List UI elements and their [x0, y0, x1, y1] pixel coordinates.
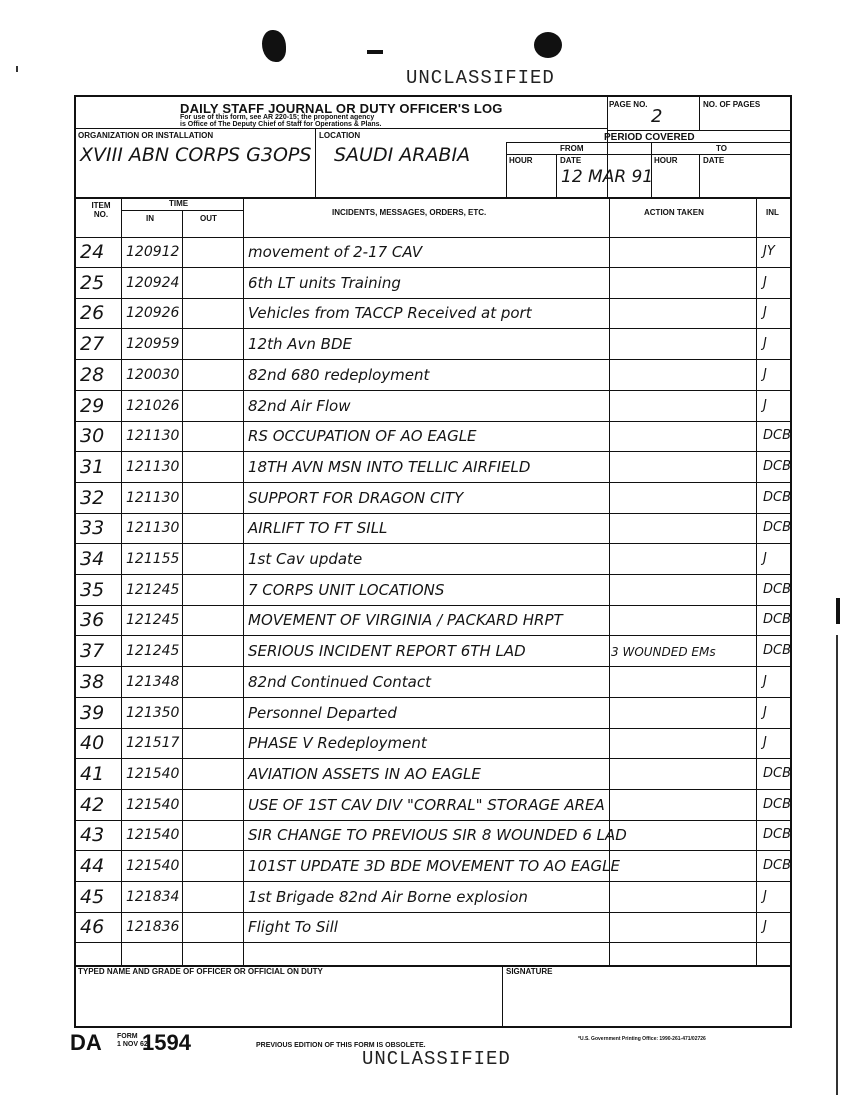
- item-number: 38: [80, 670, 105, 693]
- initials: DCB: [763, 428, 792, 444]
- table-row: [76, 605, 790, 635]
- table-row: [76, 820, 790, 850]
- printing-office-note: *U.S. Government Printing Office: 1990-261-471/02726: [578, 1036, 706, 1042]
- incident-message: AIRLIFT TO FT SILL: [248, 519, 388, 538]
- incident-message: 82nd Air Flow: [248, 396, 351, 415]
- initials: DCB: [763, 765, 792, 781]
- incident-message: RS OCCUPATION OF AO EAGLE: [248, 427, 477, 446]
- form-subtitle-line-1: For use of this form, see AR 220-15; the proponent agency: [180, 114, 375, 121]
- item-number: 46: [80, 916, 105, 939]
- incident-message: movement of 2-17 CAV: [248, 243, 423, 261]
- time-in: 121155: [126, 551, 180, 567]
- table-row: [76, 790, 790, 820]
- time-in: 121130: [126, 458, 180, 475]
- initials: DCB: [763, 643, 792, 659]
- table-row: [76, 237, 790, 267]
- time-in: 121517: [126, 735, 180, 752]
- to-hour-label: HOUR: [654, 156, 678, 165]
- time-in: 120924: [126, 274, 180, 291]
- form-word: FORM: [117, 1033, 138, 1040]
- to-date-label: DATE: [703, 156, 725, 165]
- item-number: 30: [80, 425, 105, 448]
- time-in: 121130: [126, 520, 180, 537]
- item-number: 28: [80, 363, 105, 386]
- table-row: [76, 421, 790, 451]
- organization-value: XVIII ABN CORPS G3OPS: [80, 144, 312, 166]
- incident-message: 82nd Continued Contact: [248, 672, 431, 691]
- item-number: 33: [80, 517, 105, 540]
- item-number: 39: [80, 701, 105, 724]
- table-row: [76, 667, 790, 697]
- initials: DCB: [763, 858, 792, 873]
- scan-edge-mark: [836, 598, 840, 624]
- time-in: 121540: [126, 796, 180, 813]
- item-number: 35: [80, 578, 105, 601]
- table-row: [76, 268, 790, 298]
- col-action-header: ACTION TAKEN: [644, 208, 704, 217]
- item-number: 43: [80, 824, 105, 847]
- table-row: [76, 483, 790, 513]
- item-number: 25: [80, 271, 105, 294]
- incident-message: 12th Avn BDE: [248, 335, 352, 354]
- signature-label: SIGNATURE: [506, 967, 553, 976]
- item-number: 26: [80, 302, 105, 325]
- time-in: 121245: [126, 581, 180, 598]
- time-in: 121348: [126, 673, 180, 690]
- initials: J: [763, 305, 767, 321]
- scan-blot-right: [534, 32, 562, 58]
- incident-message: SERIOUS INCIDENT REPORT 6TH LAD: [248, 642, 526, 661]
- time-in: 121245: [126, 612, 180, 629]
- item-number: 45: [80, 885, 105, 908]
- from-label: FROM: [560, 144, 584, 153]
- incident-message: 6th LT units Training: [248, 273, 401, 292]
- incident-message: Personnel Departed: [248, 703, 397, 722]
- initials: JY: [763, 244, 775, 259]
- incident-message: SIR CHANGE TO PREVIOUS SIR 8 WOUNDED 6 LAD: [248, 826, 627, 845]
- form-subtitle: [180, 114, 381, 128]
- form-subtitle-line-2: is Office of The Deputy Chief of Staff for Operations & Plans.: [180, 121, 382, 128]
- table-row: [76, 851, 790, 881]
- form-prefix: DA: [70, 1030, 102, 1055]
- initials: DCB: [763, 612, 792, 628]
- table-row: [76, 544, 790, 574]
- scan-blot-dash: [367, 50, 383, 54]
- initials: J: [763, 551, 767, 566]
- table-row: [76, 912, 790, 942]
- time-in: 121540: [126, 858, 180, 874]
- col-item-header: ITEM NO.: [91, 201, 111, 219]
- previous-edition-note: PREVIOUS EDITION OF THIS FORM IS OBSOLETE.: [256, 1042, 426, 1049]
- incident-message: USE OF 1ST CAV DIV "CORRAL" STORAGE AREA: [248, 795, 605, 814]
- form-title: DAILY STAFF JOURNAL OR DUTY OFFICER'S LOG: [180, 101, 503, 116]
- initials: J: [763, 397, 767, 413]
- table-row: [76, 329, 790, 359]
- item-number: 44: [80, 855, 105, 877]
- incident-message: 1st Cav update: [248, 550, 363, 568]
- initials: J: [763, 888, 767, 904]
- location-label: LOCATION: [319, 131, 361, 140]
- incident-message: 18TH AVN MSN INTO TELLIC AIRFIELD: [248, 457, 531, 476]
- initials: DCB: [763, 458, 792, 474]
- col-incidents-header: INCIDENTS, MESSAGES, ORDERS, ETC.: [332, 208, 487, 217]
- table-row: [76, 391, 790, 421]
- initials: J: [763, 673, 767, 689]
- time-in: 121245: [126, 643, 180, 660]
- item-number: 29: [80, 394, 105, 417]
- time-in: 121026: [126, 397, 180, 414]
- initials: DCB: [763, 796, 792, 812]
- initials: DCB: [763, 520, 792, 536]
- table-row: [76, 759, 790, 789]
- initials: J: [763, 274, 767, 290]
- incident-message: Vehicles from TACCP Received at port: [248, 304, 532, 323]
- table-row: [76, 698, 790, 728]
- table-row: [76, 360, 790, 390]
- col-initials-header: INL: [766, 208, 779, 217]
- table-row: [76, 575, 790, 605]
- table-row: [76, 882, 790, 912]
- action-taken: 3 WOUNDED EMs: [611, 645, 716, 660]
- from-date-label: DATE: [560, 156, 582, 165]
- incident-message: AVIATION ASSETS IN AO EAGLE: [248, 764, 481, 783]
- location-value: SAUDI ARABIA: [334, 144, 471, 166]
- table-row: [76, 636, 790, 666]
- organization-label: ORGANIZATION OR INSTALLATION: [78, 131, 214, 140]
- item-number: 24: [80, 241, 105, 263]
- incident-message: 1st Brigade 82nd Air Borne explosion: [248, 887, 528, 906]
- table-row: [76, 513, 790, 543]
- officer-label: TYPED NAME AND GRADE OF OFFICER OR OFFICIAL ON DUTY: [78, 967, 323, 976]
- staff-journal-form: [74, 95, 792, 1028]
- no-of-pages-label: NO. OF PAGES: [703, 100, 761, 109]
- time-in: 121540: [126, 827, 180, 844]
- to-label: TO: [716, 144, 727, 153]
- incident-message: PHASE V Redeployment: [248, 734, 427, 753]
- time-in: 121130: [126, 489, 180, 506]
- period-covered-label: PERIOD COVERED: [604, 132, 695, 143]
- time-in: 121836: [126, 919, 180, 936]
- classification-bottom: UNCLASSIFIED: [362, 1048, 511, 1070]
- scan-blot-left: [262, 30, 286, 62]
- initials: DCB: [763, 489, 792, 505]
- incident-message: 7 CORPS UNIT LOCATIONS: [248, 580, 445, 599]
- time-in: 121350: [126, 704, 180, 721]
- form-date: 1 NOV 62: [117, 1041, 148, 1048]
- time-in: 120926: [126, 305, 180, 322]
- item-number: 42: [80, 793, 105, 816]
- incident-message: SUPPORT FOR DRAGON CITY: [248, 488, 464, 507]
- scan-left-tick: [16, 66, 18, 72]
- time-in: 121834: [126, 888, 180, 905]
- item-number: 34: [80, 548, 105, 570]
- row-divider: [76, 942, 790, 943]
- time-in: 120959: [126, 336, 180, 353]
- initials: DCB: [763, 827, 792, 843]
- item-number: 27: [80, 333, 105, 356]
- incident-message: 82nd 680 redeployment: [248, 365, 430, 384]
- incident-message: 101ST UPDATE 3D BDE MOVEMENT TO AO EAGLE: [248, 857, 621, 875]
- col-time-header: TIME: [169, 199, 189, 208]
- initials: J: [763, 735, 767, 751]
- time-in: 121130: [126, 428, 180, 445]
- initials: J: [763, 919, 767, 935]
- from-date-value: 12 MAR 91: [561, 167, 654, 187]
- table-row: [76, 298, 790, 328]
- initials: J: [763, 366, 767, 382]
- initials: J: [763, 704, 767, 720]
- scan-edge-line: [836, 635, 838, 1095]
- initials: J: [763, 336, 767, 352]
- item-number: 41: [80, 762, 105, 785]
- incident-message: MOVEMENT OF VIRGINIA / PACKARD HRPT: [248, 611, 563, 630]
- col-in-header: IN: [146, 214, 154, 223]
- page-no-label: PAGE NO.: [609, 100, 648, 109]
- time-in: 120030: [126, 366, 180, 383]
- time-in: 120912: [126, 244, 180, 260]
- item-number: 40: [80, 732, 105, 755]
- item-number: 32: [80, 486, 105, 509]
- from-hour-label: HOUR: [509, 156, 533, 165]
- item-number: 37: [80, 640, 105, 663]
- initials: DCB: [763, 581, 792, 597]
- item-number: 31: [80, 455, 105, 478]
- item-number: 36: [80, 609, 105, 632]
- table-row: [76, 452, 790, 482]
- table-row: [76, 728, 790, 758]
- time-in: 121540: [126, 765, 180, 782]
- page-no-value: 2: [651, 106, 663, 127]
- col-out-header: OUT: [200, 214, 217, 223]
- form-number: 1594: [142, 1030, 191, 1055]
- incident-message: Flight To Sill: [248, 918, 338, 937]
- classification-top: UNCLASSIFIED: [406, 67, 555, 89]
